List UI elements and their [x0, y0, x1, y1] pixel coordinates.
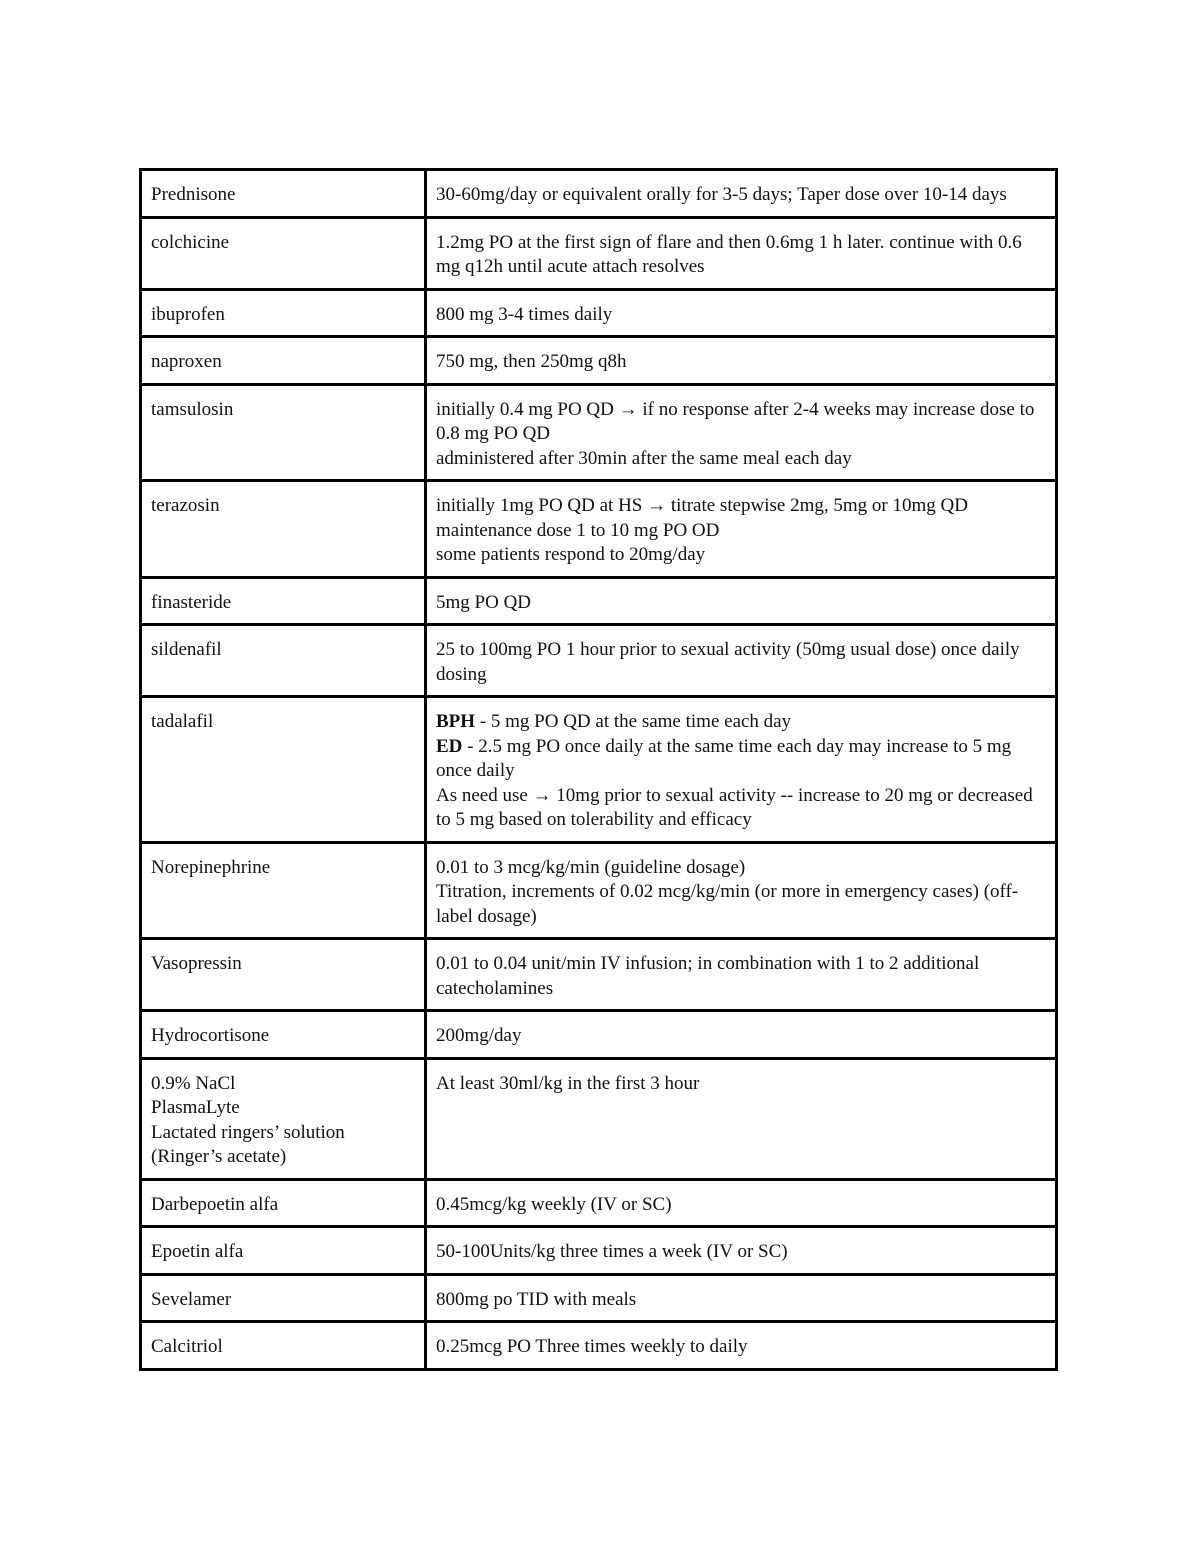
table-row: [141, 1058, 1057, 1179]
table-row: [141, 842, 1057, 939]
dosage-cell: [426, 1322, 1057, 1370]
dosage-cell: [426, 697, 1057, 843]
dosage-text: - 2.5 mg PO once daily at the same time each day may increase to 5 mg once daily: [436, 735, 1012, 781]
table-row: [141, 217, 1057, 289]
dosage-line: [436, 231, 1046, 280]
dosage-line: [436, 880, 1046, 929]
table-row: [141, 289, 1057, 337]
dosage-text: initially 1mg PO QD at HS → titrate stepwise 2mg, 5mg or 10mg QD: [436, 495, 968, 516]
drug-name-line: tamsulosin: [151, 398, 234, 420]
dosage-text: initially 0.4 mg PO QD → if no response after 2-4 weeks may increase dose to 0.8 mg PO QD: [436, 398, 1035, 444]
dosage-text: 0.25mcg PO Three times weekly to daily: [436, 1336, 748, 1357]
drug-name-line: Lactated ringers’ solution: [151, 1121, 345, 1143]
table-row: [141, 625, 1057, 697]
dosage-line: [436, 1193, 1046, 1218]
table-body: [141, 170, 1057, 1370]
dosage-line: [436, 784, 1046, 833]
drug-name-line: Norepinephrine: [151, 856, 271, 878]
drug-name-line: Sevelamer: [151, 1288, 232, 1310]
drug-name-cell: [141, 577, 426, 625]
dosage-text: As need use → 10mg prior to sexual activity -- increase to 20 mg or decreased to 5 mg based on tolerability and efficacy: [436, 784, 1033, 830]
drug-name-line: Darbepoetin alfa: [151, 1193, 279, 1215]
drug-name-line: finasteride: [151, 591, 232, 613]
dosage-line: [436, 952, 1046, 1001]
dosage-text: 0.45mcg/kg weekly (IV or SC): [436, 1193, 672, 1215]
table-row: [141, 337, 1057, 385]
dosage-text: administered after 30min after the same meal each day: [436, 447, 852, 469]
dosage-line: [436, 1288, 1046, 1313]
table-row: [141, 577, 1057, 625]
drug-name-line: tadalafil: [151, 711, 214, 732]
dosage-line: [436, 856, 1046, 881]
dosage-text: maintenance dose 1 to 10 mg PO OD: [436, 519, 720, 541]
dosage-cell: [426, 1058, 1057, 1179]
table-row: [141, 1274, 1057, 1322]
drug-name-line: Calcitriol: [151, 1336, 223, 1357]
dosage-cell: [426, 939, 1057, 1011]
drug-name-line: (Ringer’s acetate): [151, 1146, 287, 1167]
dosage-line: [436, 735, 1046, 784]
drug-name-cell: [141, 1322, 426, 1370]
dosage-text: 0.01 to 3 mcg/kg/min (guideline dosage): [436, 856, 746, 878]
drug-name-cell: [141, 1227, 426, 1275]
dosage-text: 5mg PO QD: [436, 591, 532, 613]
dosage-text: 30-60mg/day or equivalent orally for 3-5 days; Taper dose over 10-14 days: [436, 184, 1007, 205]
indication-label: ED: [436, 735, 463, 757]
dosage-line: [436, 1335, 1046, 1360]
drug-dosage-table: [139, 168, 1058, 1371]
drug-name-line: colchicine: [151, 231, 230, 253]
dosage-line: [436, 1024, 1046, 1049]
dosage-text: 800 mg 3-4 times daily: [436, 303, 613, 325]
drug-name-cell: [141, 384, 426, 481]
drug-name-cell: [141, 1274, 426, 1322]
dosage-line: [436, 591, 1046, 616]
dosage-cell: [426, 842, 1057, 939]
dosage-text: 750 mg, then 250mg q8h: [436, 351, 627, 372]
dosage-text: 50-100Units/kg three times a week (IV or SC): [436, 1241, 788, 1262]
drug-name-cell: [141, 697, 426, 843]
drug-name-line: Prednisone: [151, 184, 236, 205]
drug-name-cell: [141, 289, 426, 337]
dosage-cell: [426, 1227, 1057, 1275]
drug-name-line: ibuprofen: [151, 303, 225, 325]
dosage-text: Titration, increments of 0.02 mcg/kg/min (or more in emergency cases) (off-label dosage): [436, 881, 1019, 927]
drug-name-cell: [141, 481, 426, 578]
drug-name-cell: [141, 625, 426, 697]
drug-name-cell: [141, 1011, 426, 1059]
drug-name-line: terazosin: [151, 495, 220, 516]
dosage-text: At least 30ml/kg in the first 3 hour: [436, 1072, 700, 1094]
dosage-line: [436, 398, 1046, 447]
drug-name-line: Vasopressin: [151, 953, 242, 974]
dosage-text: 25 to 100mg PO 1 hour prior to sexual activity (50mg usual dose) once daily dosing: [436, 639, 1020, 685]
dosage-line: [436, 543, 1046, 568]
drug-name-cell: [141, 1058, 426, 1179]
dosage-line: [436, 638, 1046, 687]
dosage-text: 0.01 to 0.04 unit/min IV infusion; in combination with 1 to 2 additional catecholamines: [436, 953, 980, 999]
dosage-text: 200mg/day: [436, 1025, 522, 1046]
table-row: [141, 481, 1057, 578]
dosage-line: [436, 1240, 1046, 1265]
dosage-text: 1.2mg PO at the first sign of flare and then 0.6mg 1 h later. continue with 0.6 mg q12h until acute attach resolves: [436, 231, 1022, 277]
drug-name-cell: [141, 217, 426, 289]
dosage-text: - 5 mg PO QD at the same time each day: [475, 711, 792, 732]
drug-name-line: Hydrocortisone: [151, 1025, 270, 1046]
dosage-cell: [426, 625, 1057, 697]
dosage-cell: [426, 337, 1057, 385]
drug-name-line: naproxen: [151, 351, 222, 372]
dosage-cell: [426, 1274, 1057, 1322]
table-row: [141, 1227, 1057, 1275]
dosage-cell: [426, 1179, 1057, 1227]
dosage-line: [436, 447, 1046, 472]
dosage-line: [436, 183, 1046, 208]
drug-name-cell: [141, 939, 426, 1011]
dosage-line: [436, 494, 1046, 519]
dosage-line: [436, 350, 1046, 375]
dosage-text: 800mg po TID with meals: [436, 1288, 637, 1310]
drug-name-line: PlasmaLyte: [151, 1097, 240, 1118]
dosage-line: [436, 710, 1046, 735]
drug-name-cell: [141, 1179, 426, 1227]
dosage-cell: [426, 481, 1057, 578]
table-row: [141, 939, 1057, 1011]
dosage-cell: [426, 384, 1057, 481]
table-row: [141, 170, 1057, 218]
drug-name-cell: [141, 170, 426, 218]
drug-name-line: 0.9% NaCl: [151, 1072, 236, 1094]
dosage-cell: [426, 289, 1057, 337]
table-row: [141, 697, 1057, 843]
table-row: [141, 384, 1057, 481]
drug-name-line: Epoetin alfa: [151, 1241, 244, 1262]
drug-name-cell: [141, 337, 426, 385]
dosage-line: [436, 1072, 1046, 1097]
dosage-cell: [426, 170, 1057, 218]
dosage-cell: [426, 577, 1057, 625]
indication-label: BPH: [436, 711, 476, 732]
dosage-text: some patients respond to 20mg/day: [436, 544, 706, 565]
table-row: [141, 1179, 1057, 1227]
drug-name-cell: [141, 842, 426, 939]
drug-name-line: sildenafil: [151, 639, 222, 660]
dosage-line: [436, 519, 1046, 544]
dosage-line: [436, 303, 1046, 328]
table-row: [141, 1322, 1057, 1370]
table-row: [141, 1011, 1057, 1059]
dosage-cell: [426, 1011, 1057, 1059]
dosage-cell: [426, 217, 1057, 289]
